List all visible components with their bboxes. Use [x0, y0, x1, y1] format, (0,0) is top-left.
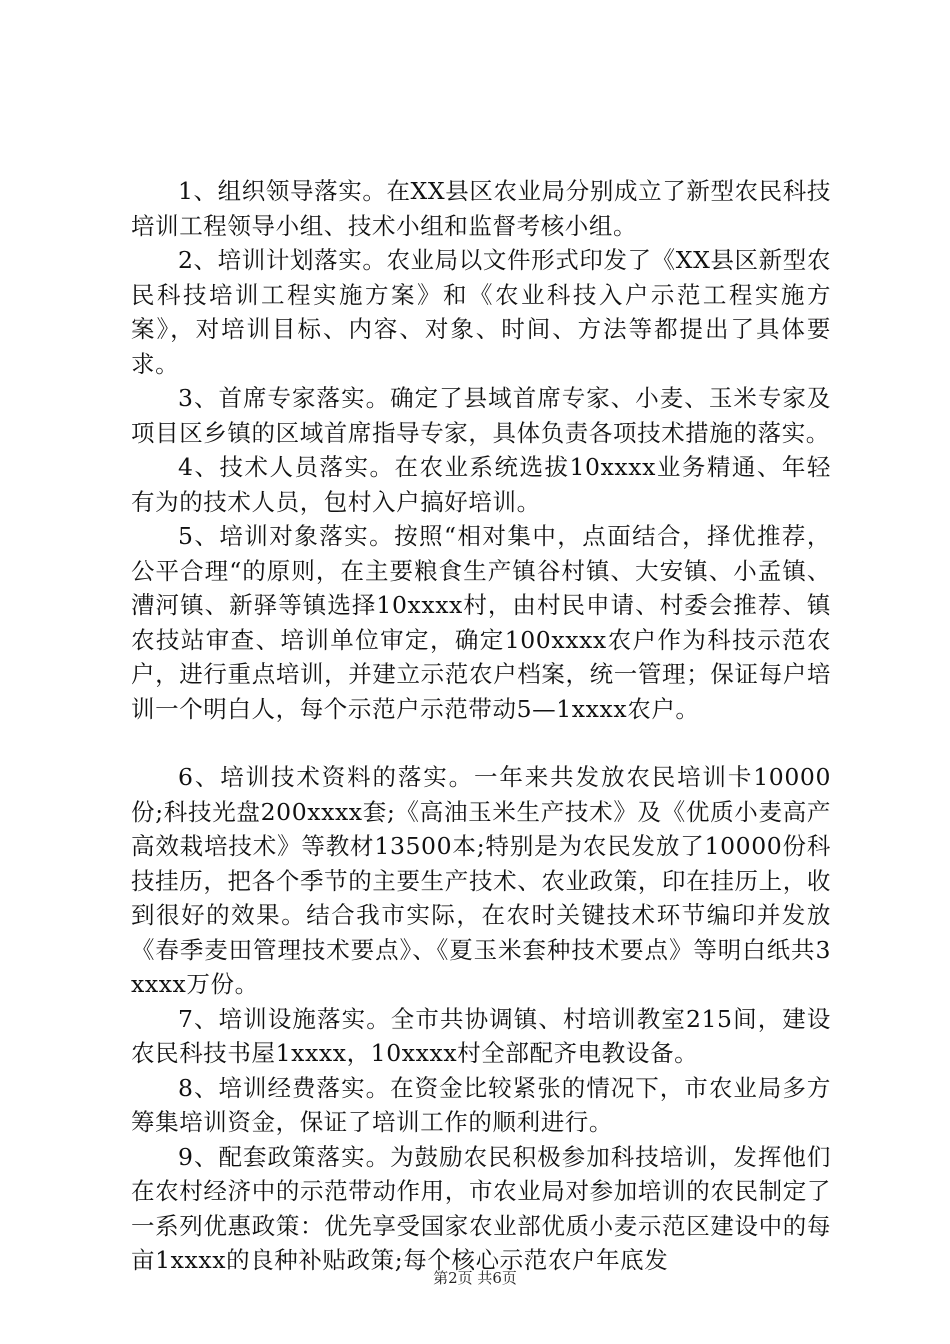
paragraph-5: 5、培训对象落实。按照“相对集中，点面结合，择优推荐，公平合理“的原则，在主要粮食生产镇谷村镇、大安镇、小孟镇、漕河镇、新驿等镇选择10xxxx村，由村民申请、村委会推荐、镇农技站审查、培训单位审定，确定100xxxx农户作为科技示范农户，进行重点培训，并建立示范农户档案，统一管理；保证每户培训一个明白人，每个示范户示范带动5—1xxxx农户。: [131, 522, 831, 723]
paragraph-1: 1、组织领导落实。在XX县区农业局分别成立了新型农民科技培训工程领导小组、技术小组和监督考核小组。: [131, 177, 831, 240]
paragraph-6: 6、培训技术资料的落实。一年来共发放农民培训卡10000份;科技光盘200xxxx套;《高油玉米生产技术》及《优质小麦高产高效栽培技术》等教材13500本;特别是为农民发放了10000份科技挂历，把各个季节的主要生产技术、农业政策，印在挂历上，收到很好的效果。结合我市实际，在农时关键技术环节编印并发放《春季麦田管理技术要点》、《夏玉米套种技术要点》等明白纸共3xxxx万份。: [131, 763, 831, 998]
document-body: [131, 174, 831, 1278]
paragraph-4: 4、技术人员落实。在农业系统选拔10xxxx业务精通、年轻有为的技术人员，包村入户搞好培训。: [131, 453, 831, 516]
paragraph-8: 8、培训经费落实。在资金比较紧张的情况下，市农业局多方筹集培训资金，保证了培训工作的顺利进行。: [131, 1073, 831, 1136]
paragraph-3: 3、首席专家落实。确定了县域首席专家、小麦、玉米专家及项目区乡镇的区域首席指导专家，具体负责各项技术措施的落实。: [131, 384, 831, 447]
paragraph-7: 7、培训设施落实。全市共协调镇、村培训教室215间，建设农民科技书屋1xxxx，10xxxx村全部配齐电教设备。: [131, 1004, 831, 1067]
page-number-footer: 第2页 共6页: [433, 1269, 517, 1287]
paragraph-2: 2、培训计划落实。农业局以文件形式印发了《XX县区新型农民科技培训工程实施方案》和《农业科技入户示范工程实施方案》，对培训目标、内容、对象、时间、方法等都提出了具体要求。: [131, 246, 831, 378]
paragraph-9: 9、配套政策落实。为鼓励农民积极参加科技培训，发挥他们在农村经济中的示范带动作用，市农业局对参加培训的农民制定了一系列优惠政策：优先享受国家农业部优质小麦示范区建设中的每亩1xxxx的良种补贴政策;每个核心示范农户年底发: [131, 1142, 831, 1274]
